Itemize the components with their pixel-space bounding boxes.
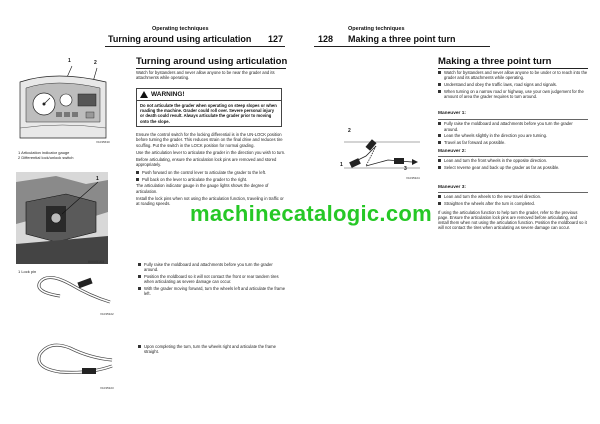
bullet-square-icon: [438, 83, 441, 86]
lock-pin-illustration: [16, 172, 108, 268]
maneuver3-rule: [438, 192, 588, 193]
fig-label-1: 1: [340, 162, 343, 168]
fig-label-3: 3: [404, 166, 407, 172]
left-para-1: Ensure the control switch for the locking differential is in the UN-LOCK position before turning the grader. This reduces strain on the final drive and reduces tire scuffing. Put the switch in the LOCK position for normal grading.: [136, 132, 283, 148]
right-bullet: Lean and turn the wheels to the new travel direction.: [438, 194, 588, 199]
right-closing: If using the articulation function to help turn the grader, refer to the previous page. Ensure the articulation lock pins are removed before articulating, and install them when not using the articulation function. Position the moldboard so it will not contact the tires when articulating as severe damage can occur.: [438, 209, 587, 231]
fig1-code: V1035630: [96, 140, 110, 144]
bullet-square-icon: [138, 287, 141, 290]
bullet-square-icon: [138, 345, 141, 348]
bullet-square-icon: [438, 122, 441, 125]
left-para-2: Use the articulation lever to articulate the grader in the direction you wish to turn.: [136, 149, 286, 155]
figure-lock-pin: [16, 172, 108, 268]
left-bullet: Fully raise the moldboard and attachments before you turn the grader around.: [138, 262, 288, 273]
turn-path-illustration-2: [30, 336, 116, 386]
right-header-title: Making a three point turn: [348, 34, 456, 44]
fig2-caption: 1 Lock pin: [18, 269, 37, 274]
fig1-label-1: 1: [68, 58, 71, 64]
left-para-3: Before articulating, ensure the articulation lock pins are removed and stored appropriately.: [136, 157, 277, 168]
maneuver3-title: Maneuver 3:: [438, 184, 466, 190]
left-para-4: The articulation indicator gauge in the gauge lights shows the degree of articulation.: [136, 183, 269, 194]
maneuver2-rule: [438, 156, 588, 157]
bullet-square-icon: [136, 178, 139, 181]
bullet-square-icon: [438, 71, 441, 74]
watermark: machinecatalogic.com: [190, 201, 432, 226]
left-bullet: Pull back on the lever to articulate the grader to the right.: [136, 177, 286, 182]
fig3-code: V1035322: [100, 312, 114, 316]
figure-dashboard: [16, 58, 110, 148]
turn-path-illustration-1: [30, 256, 116, 312]
bullet-square-icon: [438, 134, 441, 137]
bullet-square-icon: [438, 159, 441, 162]
maneuver2-title: Maneuver 2:: [438, 148, 466, 154]
fig1-caption-1: 1 Articulation indicator gauge: [18, 150, 70, 155]
right-body: [438, 70, 588, 233]
left-bullet: Push forward on the control lever to articulate the grader to the left.: [136, 170, 286, 175]
left-page-number: 127: [268, 34, 284, 44]
bullet-square-icon: [438, 90, 441, 93]
right-bullet: Select reverse gear and back up the grader as far as possible.: [438, 165, 588, 170]
maneuver1-rule: [438, 119, 588, 120]
bullet-square-icon: [438, 141, 441, 144]
right-section-rule: [438, 68, 588, 69]
left-para-5: Install the lock pins when not using the articulation function, traveling in traffic or at roading speeds.: [136, 195, 284, 207]
fig1-captions: [18, 150, 108, 160]
left-bullets-3: [138, 344, 288, 356]
right-bullet: Fully raise the moldboard and attachments before you turn the grader around.: [438, 121, 588, 132]
warning-label: WARNING!: [151, 91, 185, 98]
fig2-code: 00005163: [88, 260, 104, 264]
warning-header: [137, 89, 281, 101]
fig1-caption-2: 2 Differential lock/unlock switch: [18, 155, 74, 160]
left-header-rule: [105, 46, 285, 47]
right-section-title: Making a three point turn: [438, 56, 552, 67]
fig4-code: V1035323: [100, 386, 114, 390]
fig1-label-2: 2: [94, 60, 97, 66]
figure-turn-path-2: [30, 336, 116, 390]
warning-text: Do not articulate the grader when operating on steep slopes or when roading the machine. Grader could roll over. Severe personal injury or death could result. Always articulate the grader prior to moving onto the slope.: [140, 103, 277, 124]
bullet-square-icon: [438, 195, 441, 198]
right-bullet: Lean and turn the front wheels in the opposite direction.: [438, 158, 588, 163]
left-bullets-2: [138, 262, 288, 298]
fig-label-2: 2: [348, 128, 351, 134]
left-bullet: With the grader moving forward, turn the wheels left and articulate the frame left.: [138, 286, 288, 297]
right-bullet: When turning on a narrow road or highway, use your own judgement for the amount of area the grader requires to turn around.: [438, 89, 588, 100]
bullet-square-icon: [138, 263, 141, 266]
bullet-square-icon: [438, 202, 441, 205]
left-body-top: [136, 132, 286, 209]
right-bullet: Lean the wheels slightly in the direction you are turning.: [438, 133, 588, 138]
bullet-square-icon: [438, 166, 441, 169]
left-intro: Watch for bystanders and never allow anyone to be near the grader and its attachments while operating.: [136, 70, 275, 81]
fig2-label-1: 1: [96, 176, 99, 182]
left-header-title: Turning around using articulation: [108, 34, 252, 44]
left-bullet: Upon completing the turn, turn the wheels right and articulate the frame straight.: [138, 344, 288, 355]
left-section-title: Turning around using articulation: [136, 56, 288, 67]
maneuver1-title: Maneuver 1:: [438, 111, 466, 117]
bullet-square-icon: [136, 171, 139, 174]
warning-box: [136, 88, 282, 127]
left-section-rule: [136, 68, 286, 69]
bullet-square-icon: [138, 275, 141, 278]
left-bullet: Position the moldboard so it will not contact the front or rear tandem tires when articulating as severe damage can occur.: [138, 274, 288, 285]
right-bullet: Watch for bystanders and never allow anyone to be under or to reach into the grader and its attachments while operating.: [438, 70, 588, 81]
right-header-rule: [314, 46, 490, 47]
right-fig-code: V1035324: [406, 176, 420, 180]
figure-three-point-turn: [340, 122, 424, 180]
right-header-section: Operating techniques: [348, 26, 405, 32]
dashboard-illustration: [16, 62, 108, 148]
three-point-turn-illustration: [340, 122, 424, 180]
warning-triangle-icon: [140, 91, 148, 98]
right-bullet: Travel as far forward as possible.: [438, 140, 588, 145]
right-bullet: Understand and obey the traffic laws, road signs and signals.: [438, 82, 588, 87]
right-bullet: Straighten the wheels after the turn is completed.: [438, 201, 588, 206]
right-page-number: 128: [318, 34, 334, 44]
figure-turn-path-1: [30, 256, 116, 316]
left-header-section: Operating techniques: [152, 26, 209, 32]
